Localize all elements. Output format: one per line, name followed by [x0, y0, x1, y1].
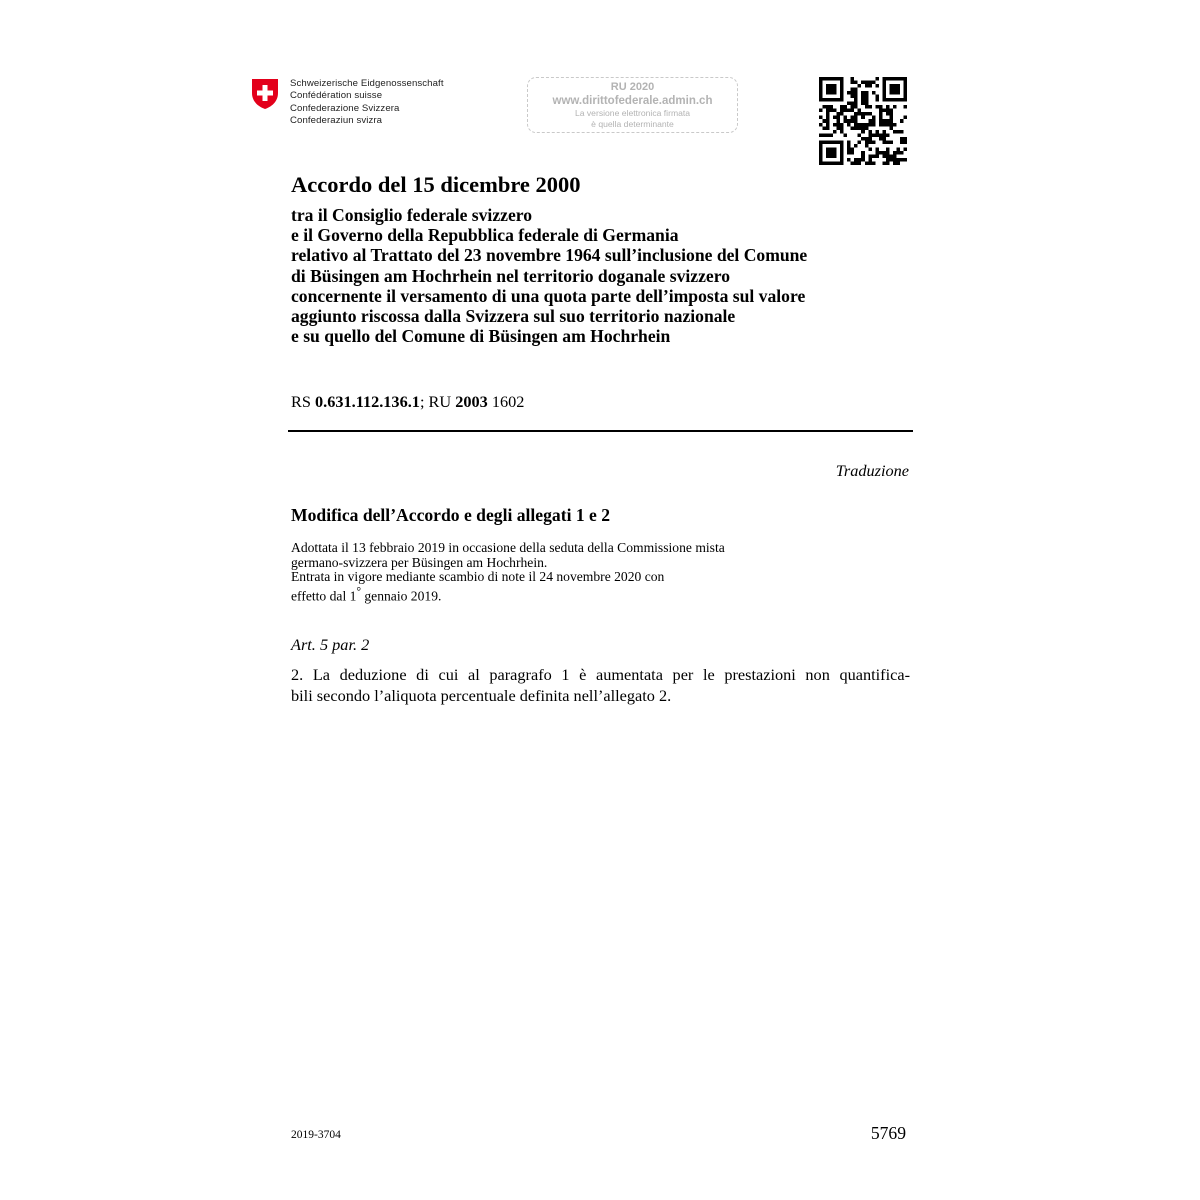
article-text: [291, 664, 910, 706]
article-text-line: 2. La deduzione di cui al paragrafo 1 è aumentata per le prestazioni non quantifica-: [291, 665, 910, 684]
systematic-reference: [291, 392, 524, 412]
translation-label: Traduzione: [835, 461, 909, 480]
adoption-note-line: Entrata in vigore mediante scambio di note il 24 novembre 2020 con: [291, 569, 665, 585]
subtitle-line: aggiunto riscossa dalla Svizzera sul suo territorio nazionale: [291, 306, 736, 327]
horizontal-rule: [288, 430, 913, 432]
stamp-website: www.dirittofederale.admin.ch: [552, 95, 713, 107]
subtitle-line: concernente il versamento di una quota parte dell’imposta sul valore: [291, 285, 806, 306]
adoption-note-line: germano-svizzera per Büsingen am Hochrhein.: [291, 554, 548, 570]
page-number: 5769: [870, 1123, 906, 1143]
subtitle-line: e su quello del Comune di Büsingen am Hochrhein: [291, 326, 671, 347]
rs-number: 0.631.112.136.1: [315, 392, 420, 411]
confederation-name-rm: Confederaziun svizra: [290, 114, 383, 126]
ordinal-superscript: °: [356, 585, 361, 598]
document-title: Accordo del 15 dicembre 2000: [291, 172, 581, 197]
subtitle-line: relativo al Trattato del 23 novembre 1964 sull’inclusione del Comune: [291, 245, 808, 266]
subtitle-line: di Büsingen am Hochrhein nel territorio doganale svizzero: [291, 265, 731, 286]
adoption-note-line: [291, 585, 725, 604]
section-heading: Modifica dell’Accordo e degli allegati 1 e 2: [291, 505, 611, 525]
effective-date-before: effetto dal 1: [291, 588, 357, 604]
document-subtitle: [291, 205, 807, 346]
swiss-coat-of-arms-icon: [251, 78, 279, 110]
article-heading: Art. 5 par. 2: [291, 635, 370, 654]
stamp-note-line1: La versione elettronica firmata: [574, 108, 691, 118]
stamp-collection: RU 2020: [610, 81, 655, 93]
article-text-line: bili secondo l’aliquota percentuale definita nell’allegato 2.: [291, 686, 672, 705]
rs-prefix: RS: [291, 392, 315, 411]
subtitle-line: tra il Consiglio federale svizzero: [291, 205, 533, 225]
effective-date-after: gennaio 2019.: [360, 588, 442, 604]
subtitle-line: e il Governo della Repubblica federale di Germania: [291, 225, 679, 246]
adoption-note-line: Adottata il 13 febbraio 2019 in occasione della seduta della Commissione mista: [291, 540, 725, 555]
document-number: 2019-3704: [291, 1129, 341, 1141]
ru-year: 2003: [455, 392, 488, 411]
confederation-name-it: Confederazione Svizzera: [290, 102, 400, 114]
qr-code-icon: [819, 77, 907, 165]
confederation-name-de: Schweizerische Eidgenossenschaft: [290, 78, 444, 89]
ru-separator: ; RU: [419, 392, 456, 411]
official-publication-stamp: [527, 77, 738, 133]
stamp-note-line2: è quella determinante: [591, 118, 674, 129]
confederation-name-fr: Confédération suisse: [290, 90, 383, 102]
ru-page: 1602: [487, 392, 525, 411]
adoption-note: [291, 541, 725, 604]
confederation-names: [290, 78, 444, 127]
